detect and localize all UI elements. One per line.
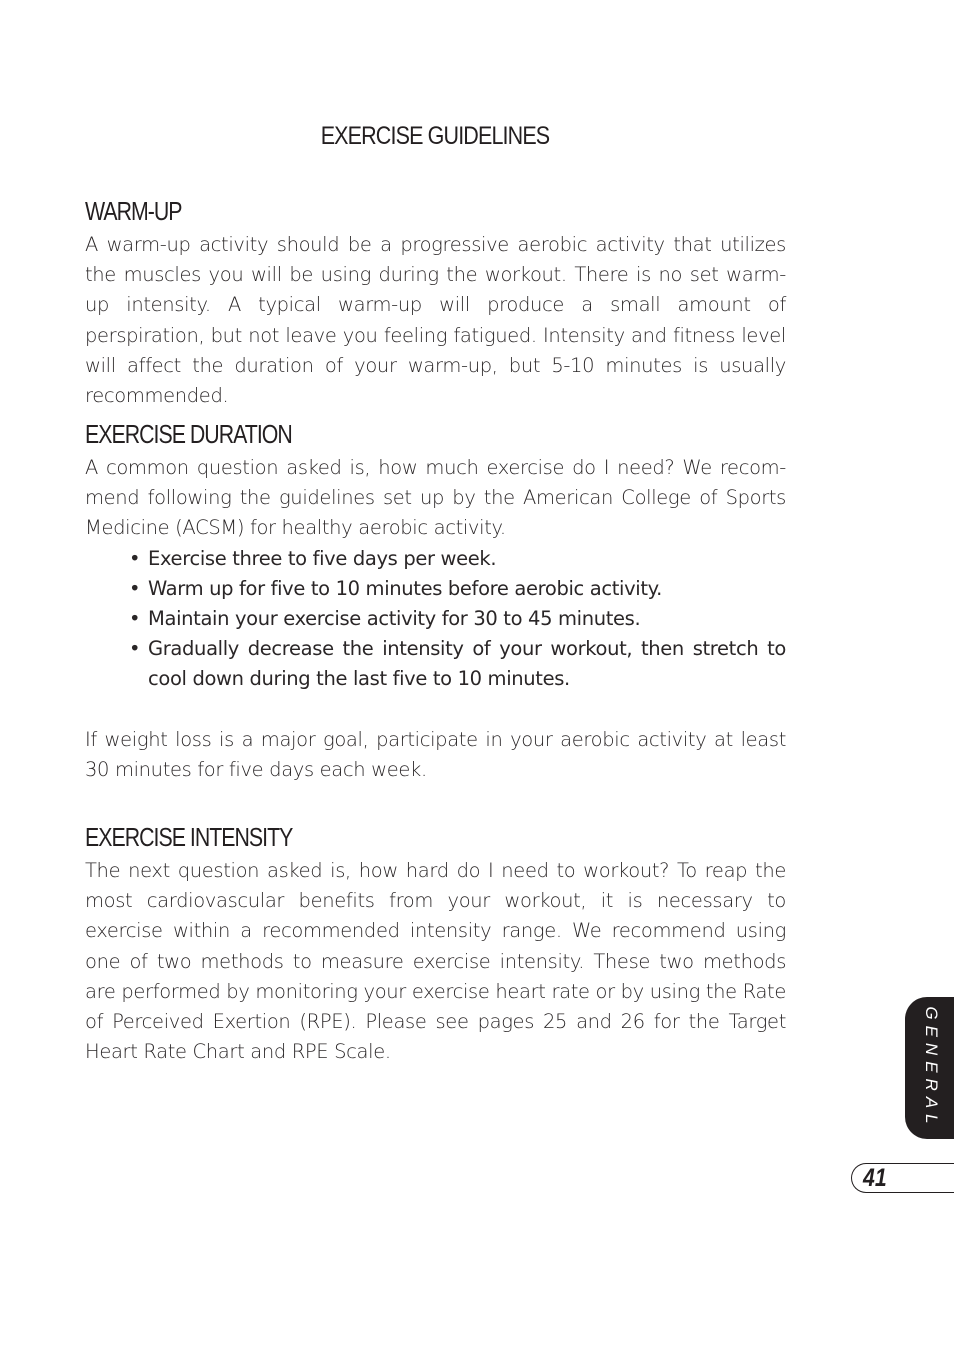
duration-bullet-list: [85, 544, 786, 695]
bullet-icon: •: [129, 637, 141, 661]
bullet-text: Gradually decrease the intensity of your workout, then stretch to cool down during the last five to 10 minutes.: [148, 637, 786, 691]
list-item: [129, 574, 786, 604]
warmup-heading: WARM-UP: [85, 196, 182, 226]
bullet-text: Maintain your exercise activity for 30 to 45 minutes.: [148, 607, 641, 631]
bullet-text: Warm up for five to 10 minutes before aerobic activity.: [148, 576, 662, 600]
intensity-text: The next question asked is, how hard do I need to workout? To reap the most cardiovascular benefits from your workout, it is necessary to exercise within a recommended intensity range. We recommend using one of two methods to measure exercise intensity. These two methods are performed by monitoring your exercise heart rate or by using the Rate of Perceived Exertion (RPE). Please see pages 25 and 26 for the Target Heart Rate Chart and RPE Scale.: [85, 859, 786, 1064]
duration-text: A common question asked is, how much exercise do I need? We recom-mend following the guidelines set up by the American College of Sports Medicine (ACSM) for healthy aerobic activity.: [85, 456, 786, 540]
duration-section: [85, 418, 786, 695]
bullet-icon: •: [129, 576, 141, 600]
intensity-section: [85, 821, 786, 1067]
side-tab-label: GENERAL: [922, 1006, 941, 1130]
bullet-icon: •: [129, 607, 141, 631]
bullet-text: Exercise three to five days per week.: [148, 546, 497, 570]
page-number: 41: [863, 1164, 887, 1192]
list-item: [129, 634, 786, 694]
warmup-text: A warm-up activity should be a progressive aerobic activity that utilizes the muscles you will be using during the workout. There is no set warm-up intensity. A typical warm-up will produce a small amount of perspiration, but not leave you feeling fatigued. Intensity and fitness level will affect the duration of your warm-up, but 5-10 minutes is usually recommended.: [85, 233, 786, 408]
list-item: [129, 604, 786, 634]
warmup-section: [85, 195, 786, 411]
page-title: EXERCISE GUIDELINES: [320, 122, 550, 150]
list-item: [129, 544, 786, 574]
duration-heading: EXERCISE DURATION: [85, 419, 292, 449]
weight-loss-note: If weight loss is a major goal, participate in your aerobic activity at least 30 minutes for five days each week.: [85, 728, 786, 782]
weight-loss-note-section: [85, 725, 786, 785]
intensity-heading: EXERCISE INTENSITY: [85, 822, 293, 852]
bullet-icon: •: [129, 546, 141, 570]
